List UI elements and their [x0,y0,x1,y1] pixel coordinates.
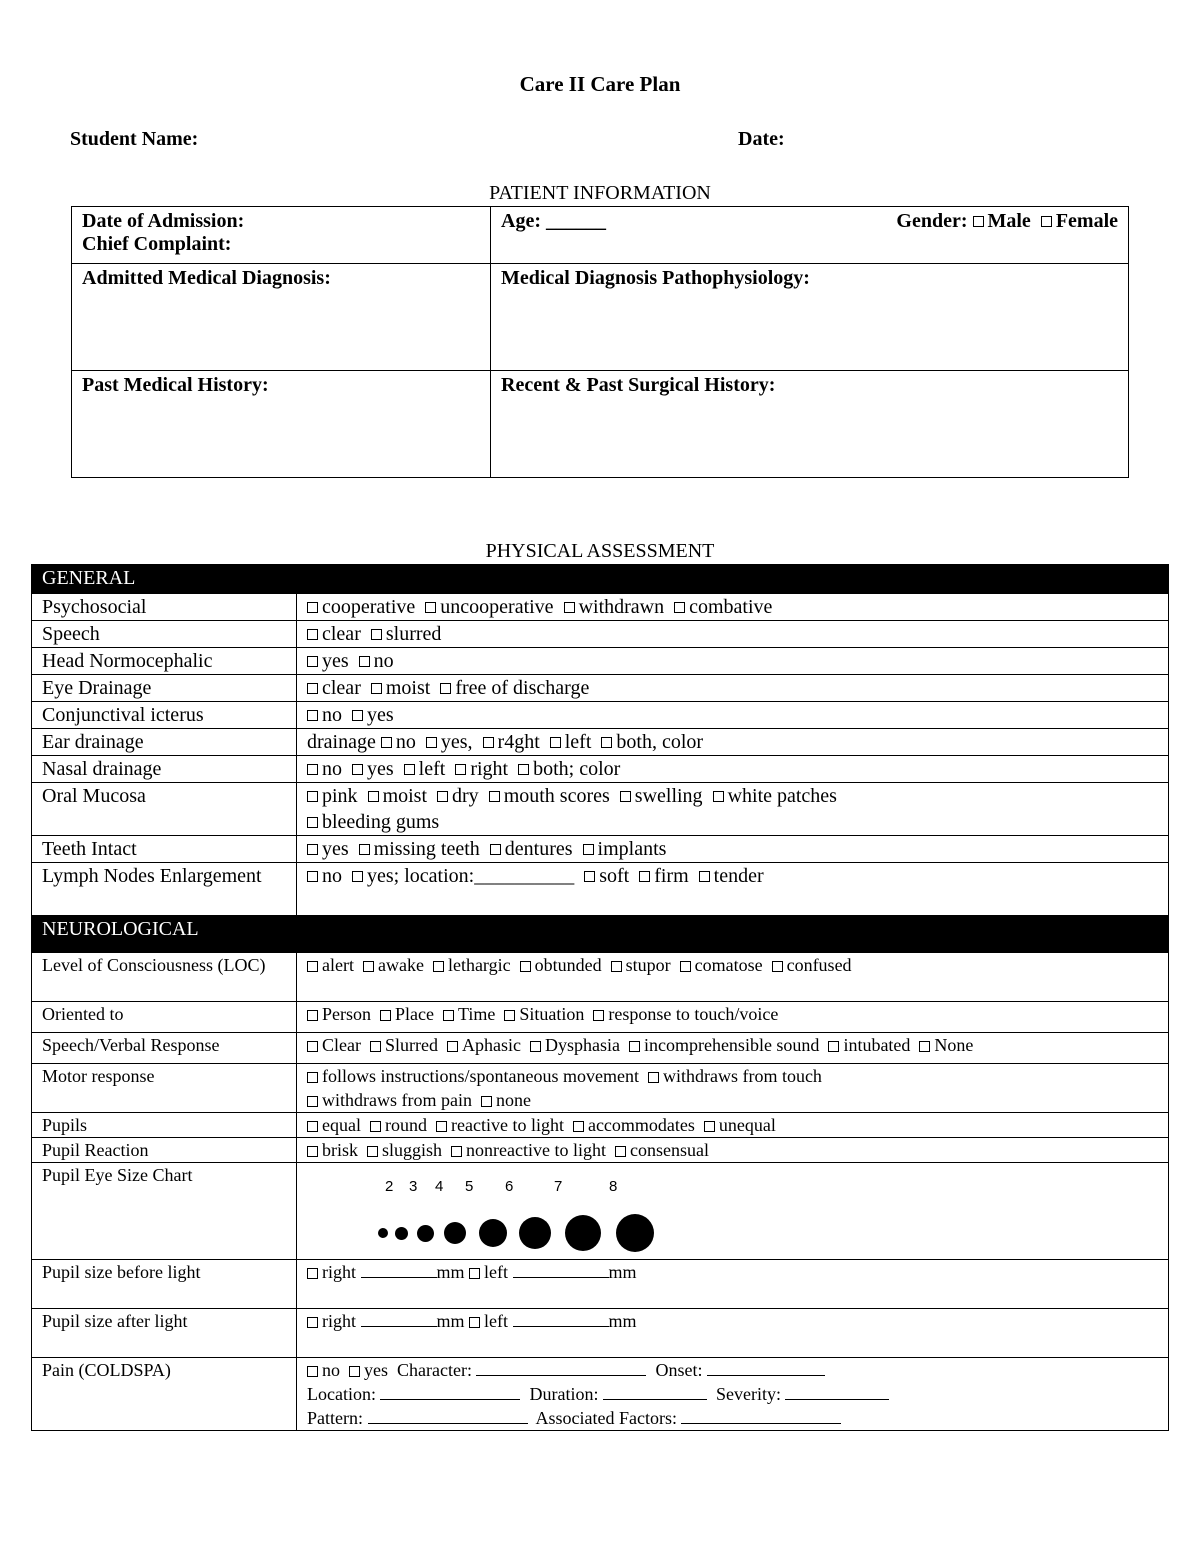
table-row [32,836,1169,863]
neuro-header [32,916,1169,953]
options-cell [297,621,1169,648]
option-label: comatose [694,955,763,975]
options-cell [297,594,1169,621]
physical-assessment-heading: PHYSICAL ASSESSMENT [485,540,715,562]
left-label: left [484,1262,509,1282]
pain-no-label: no [322,1360,340,1380]
pupil-size-number: 2 [385,1178,394,1195]
option-checkbox[interactable] [307,629,318,640]
option-label: mouth scores [503,785,610,807]
associated-field[interactable] [681,1407,841,1424]
option-checkbox[interactable] [699,871,710,882]
gender-label: Gender: [896,210,968,232]
gender-group [896,210,1118,233]
pain-row [32,1358,1169,1431]
table-row [32,1033,1169,1064]
option-label: no [322,758,342,780]
option-checkbox[interactable] [639,871,650,882]
option-checkbox[interactable] [680,961,691,972]
option-checkbox[interactable] [307,961,318,972]
option-checkbox[interactable] [307,791,318,802]
option-checkbox[interactable] [601,737,612,748]
option-label: left [564,731,592,753]
option-label: withdraws from touch [662,1066,822,1086]
right-checkbox[interactable] [307,1317,318,1328]
pupil-size-dot [395,1227,408,1240]
duration-field[interactable] [603,1383,707,1400]
option-checkbox[interactable] [620,791,631,802]
option-label: withdrawn [578,596,665,618]
option-checkbox[interactable] [307,817,318,828]
option-label: consensual [629,1140,709,1160]
option-checkbox[interactable] [307,710,318,721]
row-label: Pupils [42,1115,88,1135]
row-label: Head Normocephalic [42,650,213,672]
options-cell [297,863,1169,916]
option-label: awake [377,955,424,975]
unit-label: mm [436,1311,465,1331]
age-label: Age: ______ [501,210,606,232]
neuro-header-label: NEUROLOGICAL [42,918,199,940]
pain-yes-label: yes [364,1360,388,1380]
option-label: None [934,1035,974,1055]
dx-patho-cell[interactable] [491,264,1129,371]
option-label: nonreactive to light [466,1140,606,1160]
option-label: no [395,731,416,753]
option-checkbox[interactable] [530,1041,541,1052]
option-checkbox[interactable] [550,737,561,748]
table-row [32,953,1169,1002]
surgical-history-label: Recent & Past Surgical History: [501,374,776,396]
option-label: both, color [616,731,704,753]
option-label: bleeding gums [322,811,440,833]
table-row [32,1138,1169,1163]
onset-label: Onset: [655,1360,703,1380]
pupil-size-chart [307,1163,1158,1259]
option-label: soft [599,865,630,887]
pupil-size-number: 7 [554,1178,563,1195]
option-label: dry [452,785,479,807]
pupil-size-dot [378,1228,388,1238]
female-label: Female [1055,210,1118,232]
options-cell [297,836,1169,863]
row-label: Speech/Verbal Response [42,1035,220,1055]
option-label: brisk [322,1140,358,1160]
row-label: Lymph Nodes Enlargement [42,865,262,887]
age-gender-cell[interactable] [491,207,1129,264]
option-checkbox[interactable] [583,844,594,855]
option-checkbox[interactable] [380,1010,391,1021]
admitted-dx-label: Admitted Medical Diagnosis: [82,267,331,289]
row-label: Teeth Intact [42,838,137,860]
option-checkbox[interactable] [828,1041,839,1052]
option-label: right [470,758,509,780]
option-checkbox[interactable] [307,1010,318,1021]
option-label: Person [322,1004,371,1024]
option-checkbox[interactable] [371,683,382,694]
pupil-after-row-label: Pupil size after light [42,1311,188,1331]
option-checkbox[interactable] [584,871,595,882]
option-checkbox[interactable] [504,1010,515,1021]
option-label: pink [322,785,358,807]
option-label: slurred [385,623,442,645]
option-label: yes [367,758,394,780]
option-checkbox[interactable] [352,764,363,775]
option-checkbox[interactable] [440,683,451,694]
options-cell [297,1002,1169,1033]
left-mm-field[interactable] [513,1261,609,1278]
option-checkbox[interactable] [593,1010,604,1021]
pain-yes-checkbox[interactable] [349,1366,360,1377]
pain-no-checkbox[interactable] [307,1366,318,1377]
option-label: follows instructions/spontaneous movement [322,1066,639,1086]
pain-label: Pain (COLDSPA) [42,1360,171,1380]
option-label: implants [597,838,667,860]
option-label: missing teeth [373,838,480,860]
option-checkbox[interactable] [629,1041,640,1052]
option-checkbox[interactable] [359,844,370,855]
option-label: combative [689,596,773,618]
option-checkbox[interactable] [615,1146,626,1157]
option-checkbox[interactable] [359,656,370,667]
option-label: equal [322,1115,361,1135]
admission-cell[interactable] [72,207,491,264]
severity-field[interactable] [785,1383,889,1400]
physical-assessment-table [31,564,1169,1431]
option-label: round [384,1115,427,1135]
option-label: moist [382,785,428,807]
option-checkbox[interactable] [455,764,466,775]
option-checkbox[interactable] [307,1096,318,1107]
option-label: confused [786,955,852,975]
option-label: lethargic [447,955,511,975]
options-cell [297,1138,1169,1163]
option-checkbox[interactable] [307,1121,318,1132]
pupil-size-dot [444,1222,466,1244]
option-label: r4ght [497,731,540,753]
option-checkbox[interactable] [307,871,318,882]
option-checkbox[interactable] [704,1121,715,1132]
severity-label: Severity: [715,1384,781,1404]
left-label: left [484,1311,509,1331]
option-checkbox[interactable] [307,656,318,667]
past-history-label: Past Medical History: [82,374,269,396]
patient-info-table [71,206,1129,478]
option-checkbox[interactable] [433,961,444,972]
option-checkbox[interactable] [674,602,685,613]
option-label: white patches [727,785,837,807]
row-label: Oriented to [42,1004,124,1024]
option-checkbox[interactable] [564,602,575,613]
options-cell [297,1064,1169,1113]
left-mm-field[interactable] [513,1310,609,1327]
row-label: Pupil Reaction [42,1140,149,1160]
right-mm-field[interactable] [361,1310,437,1327]
row-label: Eye Drainage [42,677,152,699]
option-label: swelling [634,785,703,807]
option-label: clear [322,623,361,645]
table-row [32,729,1169,756]
table-row [32,863,1169,916]
row-label: Level of Consciousness (LOC) [42,955,266,975]
location-field[interactable] [380,1383,520,1400]
option-label: Slurred [384,1035,438,1055]
pupil-size-dot [519,1217,551,1249]
options-cell [297,1033,1169,1064]
option-checkbox[interactable] [451,1146,462,1157]
option-checkbox[interactable] [307,1072,318,1083]
option-label: Situation [519,1004,585,1024]
option-label: clear [322,677,361,699]
option-label: no [373,650,394,672]
option-label: Aphasic [461,1035,521,1055]
right-mm-field[interactable] [361,1261,437,1278]
option-checkbox[interactable] [425,602,436,613]
admitted-dx-cell[interactable] [72,264,491,371]
option-label: yes, [440,731,473,753]
pupil-size-number: 4 [435,1178,444,1195]
option-label: Place [395,1004,434,1024]
options-cell [297,783,1169,836]
option-checkbox[interactable] [648,1072,659,1083]
option-label: yes [322,838,349,860]
row-label: Nasal drainage [42,758,162,780]
option-checkbox[interactable] [518,764,529,775]
option-checkbox[interactable] [307,844,318,855]
row-label: Oral Mucosa [42,785,146,807]
chief-complaint-label: Chief Complaint: [82,233,232,255]
option-checkbox[interactable] [404,764,415,775]
unit-label: mm [608,1262,637,1282]
surgical-history-cell[interactable] [491,371,1129,478]
option-checkbox[interactable] [307,1041,318,1052]
past-history-cell[interactable] [72,371,491,478]
general-header [32,565,1169,594]
left-checkbox[interactable] [469,1317,480,1328]
option-label: dentures [504,838,573,860]
row-label: Conjunctival icterus [42,704,204,726]
right-label: right [322,1311,356,1331]
row-label: Speech [42,623,100,645]
option-label: cooperative [322,596,416,618]
right-checkbox[interactable] [307,1268,318,1279]
page-title: Care II Care Plan [519,72,681,96]
option-checkbox[interactable] [436,1121,447,1132]
option-checkbox[interactable] [772,961,783,972]
option-checkbox[interactable] [919,1041,930,1052]
option-checkbox[interactable] [352,710,363,721]
option-label: free of discharge [455,677,590,699]
duration-label: Duration: [529,1384,599,1404]
pupil-size-number: 8 [609,1178,618,1195]
option-label: moist [385,677,431,699]
option-label: incomprehensible sound [643,1035,820,1055]
table-row [32,783,1169,836]
options-cell [297,729,1169,756]
option-label: obtunded [534,955,602,975]
unit-label: mm [608,1311,637,1331]
option-checkbox[interactable] [481,1096,492,1107]
option-checkbox[interactable] [307,764,318,775]
general-header-label: GENERAL [42,567,136,589]
right-label: right [322,1262,356,1282]
associated-label: Associated Factors: [535,1408,677,1428]
pattern-field[interactable] [368,1407,528,1424]
left-checkbox[interactable] [469,1268,480,1279]
option-checkbox[interactable] [370,1121,381,1132]
option-checkbox[interactable] [370,1041,381,1052]
option-label: no [322,865,342,887]
option-checkbox[interactable] [307,1146,318,1157]
table-row [32,1002,1169,1033]
option-label: yes; location:__________ [367,865,575,887]
option-label: Dysphasia [544,1035,620,1055]
pupil-size-dot [479,1219,507,1247]
character-field[interactable] [476,1359,646,1376]
option-label: yes [322,650,349,672]
row-label: Motor response [42,1066,155,1086]
option-label: withdraws from pain [322,1090,472,1110]
option-checkbox[interactable] [713,791,724,802]
option-checkbox[interactable] [352,871,363,882]
options-cell [297,648,1169,675]
table-row [32,1113,1169,1138]
table-row [32,756,1169,783]
pupil-size-number: 3 [409,1178,418,1195]
option-label: alert [322,955,354,975]
table-row [32,594,1169,621]
option-label: both; color [533,758,621,780]
option-checkbox[interactable] [426,737,437,748]
table-row [32,1064,1169,1113]
option-checkbox[interactable] [368,791,379,802]
male-checkbox[interactable] [973,216,984,227]
student-name-label: Student Name: [70,128,199,150]
options-cell [297,953,1169,1002]
pupil-before-row [32,1260,1169,1309]
pupil-size-number: 6 [505,1178,514,1195]
option-label: yes [367,704,394,726]
pupil-before-row-label: Pupil size before light [42,1262,201,1282]
option-checkbox[interactable] [489,791,500,802]
pupil-size-dot [565,1215,601,1251]
option-checkbox[interactable] [307,602,318,613]
location-label: Location: [307,1384,376,1404]
lead-text: drainage [307,731,376,753]
dx-patho-label: Medical Diagnosis Pathophysiology: [501,267,810,289]
option-label: reactive to light [450,1115,564,1135]
pattern-label: Pattern: [307,1408,363,1428]
option-checkbox[interactable] [490,844,501,855]
option-label: stupor [625,955,671,975]
options-cell [297,1113,1169,1138]
option-label: left [418,758,446,780]
option-label: sluggish [382,1140,443,1160]
table-row [32,648,1169,675]
option-checkbox[interactable] [443,1010,454,1021]
option-label: response to touch/voice [608,1004,779,1024]
male-label: Male [987,210,1031,232]
options-cell [297,756,1169,783]
option-label: tender [713,865,764,887]
pupil-after-row [32,1309,1169,1358]
row-label: Ear drainage [42,731,144,753]
option-checkbox[interactable] [437,791,448,802]
pupil-size-dot [417,1225,434,1242]
option-checkbox[interactable] [573,1121,584,1132]
option-label: intubated [843,1035,911,1055]
option-checkbox[interactable] [381,737,392,748]
options-cell [297,675,1169,702]
option-checkbox[interactable] [611,961,622,972]
pupil-chart-label: Pupil Eye Size Chart [42,1165,193,1185]
option-checkbox[interactable] [371,629,382,640]
date-of-admission-label: Date of Admission: [82,210,245,232]
character-label: Character: [397,1360,472,1380]
option-label: uncooperative [440,596,554,618]
option-label: unequal [718,1115,776,1135]
female-checkbox[interactable] [1041,216,1052,227]
option-checkbox[interactable] [483,737,494,748]
option-checkbox[interactable] [447,1041,458,1052]
option-checkbox[interactable] [520,961,531,972]
pupil-chart-row [32,1163,1169,1260]
row-label: Psychosocial [42,596,147,618]
options-cell [297,702,1169,729]
table-row [32,621,1169,648]
option-label: Clear [322,1035,361,1055]
option-label: no [322,704,342,726]
date-label: Date: [738,128,785,150]
onset-field[interactable] [707,1359,825,1376]
pupil-size-dot [616,1214,654,1252]
option-label: accommodates [587,1115,695,1135]
option-label: Time [457,1004,496,1024]
option-checkbox[interactable] [363,961,374,972]
patient-info-heading: PATIENT INFORMATION [489,182,711,204]
option-label: none [495,1090,531,1110]
option-checkbox[interactable] [367,1146,378,1157]
option-checkbox[interactable] [307,683,318,694]
table-row [32,702,1169,729]
unit-label: mm [436,1262,465,1282]
pupil-size-number: 5 [465,1178,474,1195]
option-label: firm [654,865,689,887]
table-row [32,675,1169,702]
